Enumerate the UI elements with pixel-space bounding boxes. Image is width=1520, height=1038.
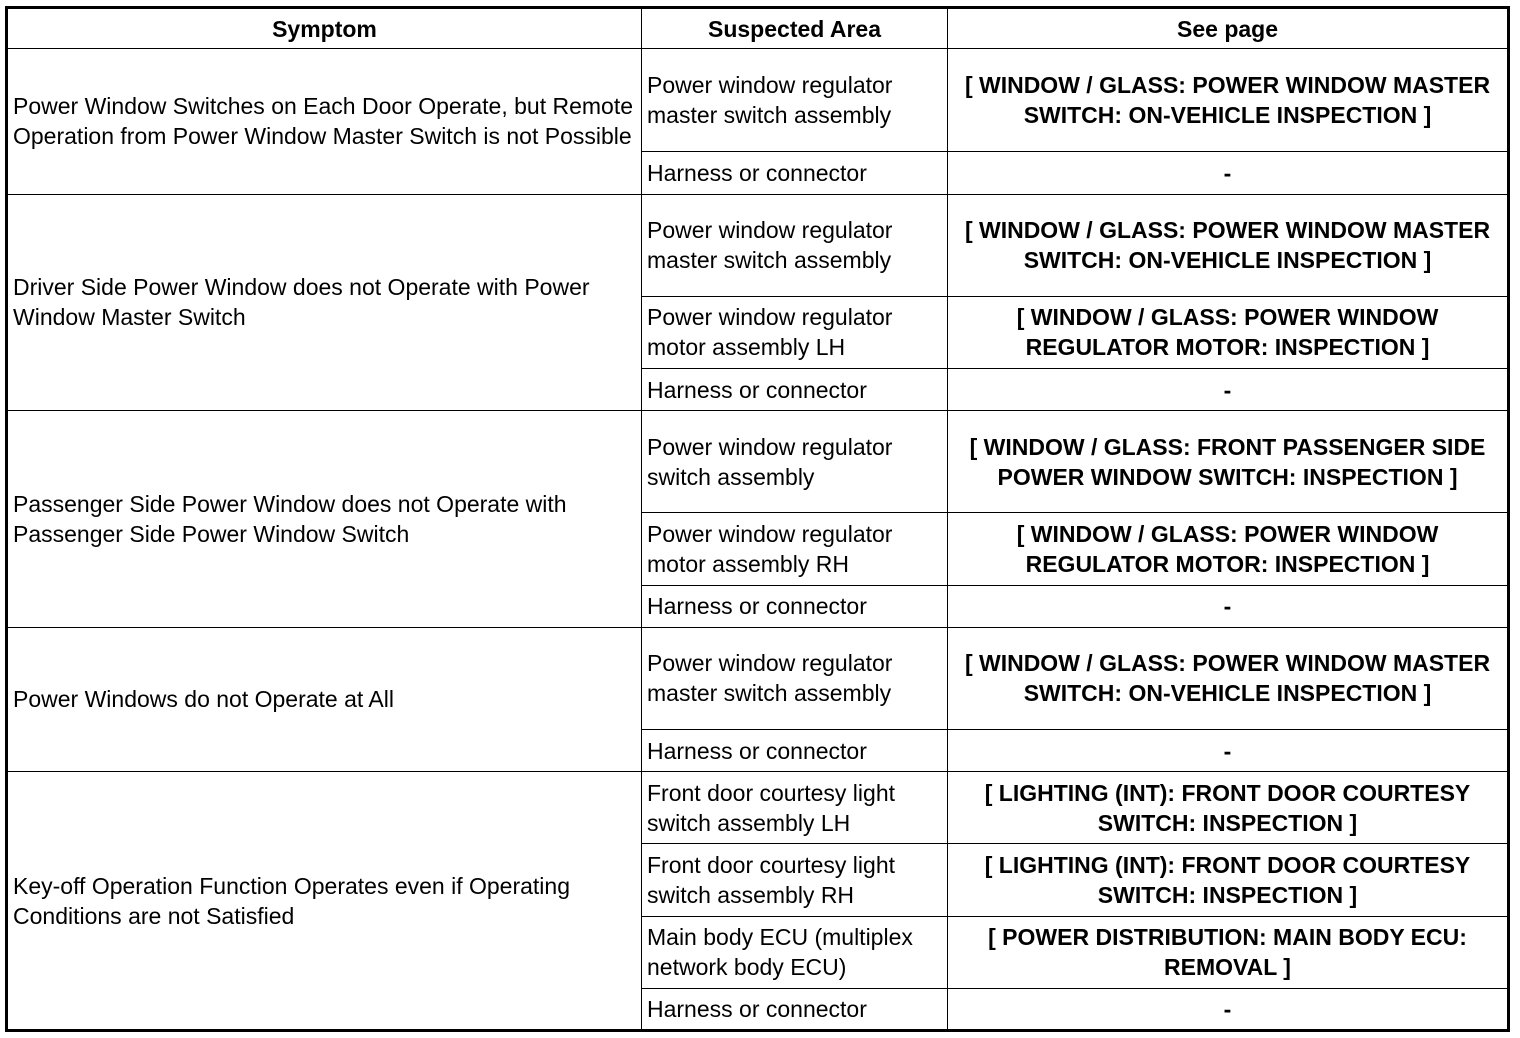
suspected-area-cell: Front door courtesy light switch assembly RH [642, 844, 948, 916]
suspected-area-cell: Power window regulator master switch assembly [642, 627, 948, 729]
see-page-cell: [ WINDOW / GLASS: POWER WINDOW MASTER SWITCH: ON-VEHICLE INSPECTION ] [948, 627, 1509, 729]
suspected-area-cell: Front door courtesy light switch assembly LH [642, 772, 948, 844]
suspected-area-cell: Harness or connector [642, 585, 948, 627]
table-body [7, 8, 1509, 1031]
see-page-header: See page [948, 8, 1509, 49]
suspected-area-cell: Harness or connector [642, 152, 948, 194]
suspected-area-cell: Power window regulator master switch assembly [642, 194, 948, 296]
header-row [7, 8, 1509, 49]
see-page-cell: [ WINDOW / GLASS: POWER WINDOW MASTER SWITCH: ON-VEHICLE INSPECTION ] [948, 49, 1509, 152]
table-row [7, 627, 1509, 729]
suspected-area-cell: Harness or connector [642, 369, 948, 411]
symptom-header: Symptom [7, 8, 642, 49]
suspected-area-cell: Main body ECU (multiplex network body ECU) [642, 916, 948, 988]
see-page-cell: - [948, 152, 1509, 194]
suspected-area-cell: Power window regulator master switch assembly [642, 49, 948, 152]
see-page-cell: [ WINDOW / GLASS: FRONT PASSENGER SIDE POWER WINDOW SWITCH: INSPECTION ] [948, 411, 1509, 513]
suspected-area-cell: Power window regulator motor assembly LH [642, 296, 948, 368]
table-row [7, 772, 1509, 844]
table-row [7, 411, 1509, 513]
see-page-cell: [ LIGHTING (INT): FRONT DOOR COURTESY SWITCH: INSPECTION ] [948, 772, 1509, 844]
suspected-area-cell: Harness or connector [642, 988, 948, 1030]
troubleshooting-table [5, 6, 1510, 1032]
table-row [7, 49, 1509, 152]
see-page-cell: - [948, 369, 1509, 411]
see-page-cell: [ WINDOW / GLASS: POWER WINDOW MASTER SWITCH: ON-VEHICLE INSPECTION ] [948, 194, 1509, 296]
symptom-cell: Passenger Side Power Window does not Operate with Passenger Side Power Window Switch [7, 411, 642, 628]
symptom-cell: Power Windows do not Operate at All [7, 627, 642, 771]
symptom-cell: Driver Side Power Window does not Operate with Power Window Master Switch [7, 194, 642, 411]
suspected-area-header: Suspected Area [642, 8, 948, 49]
suspected-area-cell: Power window regulator switch assembly [642, 411, 948, 513]
see-page-cell: [ POWER DISTRIBUTION: MAIN BODY ECU: REMOVAL ] [948, 916, 1509, 988]
table-row [7, 194, 1509, 296]
symptom-cell: Power Window Switches on Each Door Operate, but Remote Operation from Power Window Master Switch is not Possible [7, 49, 642, 194]
see-page-cell: - [948, 988, 1509, 1030]
see-page-cell: [ WINDOW / GLASS: POWER WINDOW REGULATOR MOTOR: INSPECTION ] [948, 296, 1509, 368]
see-page-cell: - [948, 585, 1509, 627]
see-page-cell: [ WINDOW / GLASS: POWER WINDOW REGULATOR MOTOR: INSPECTION ] [948, 513, 1509, 585]
symptom-cell: Key-off Operation Function Operates even if Operating Conditions are not Satisfied [7, 772, 642, 1031]
see-page-cell: [ LIGHTING (INT): FRONT DOOR COURTESY SWITCH: INSPECTION ] [948, 844, 1509, 916]
suspected-area-cell: Harness or connector [642, 730, 948, 772]
suspected-area-cell: Power window regulator motor assembly RH [642, 513, 948, 585]
see-page-cell: - [948, 730, 1509, 772]
